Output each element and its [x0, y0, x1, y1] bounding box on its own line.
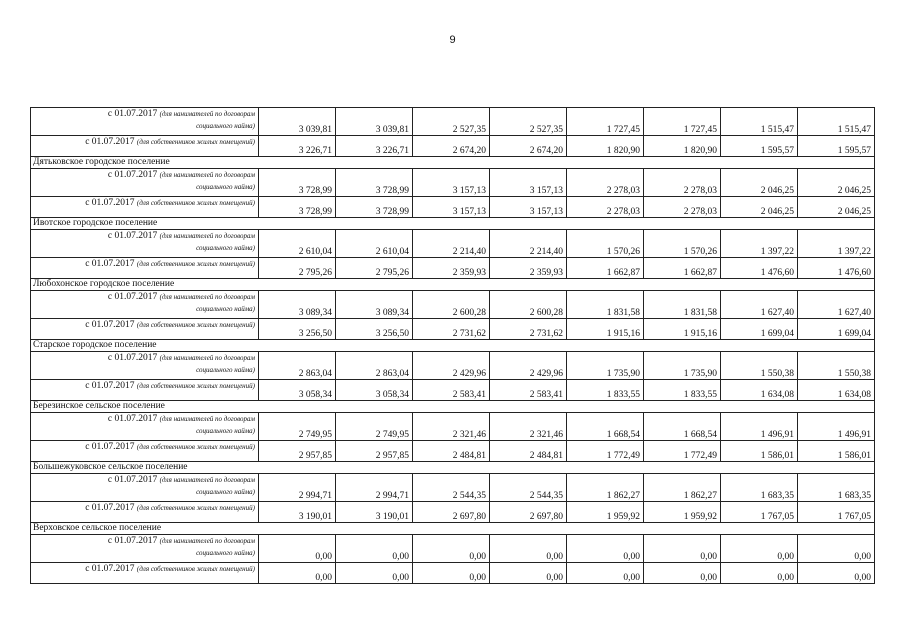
tenant-tariff-row — [31, 535, 875, 563]
tariff-value-cell: 0,00 — [567, 563, 644, 584]
section-name: Ивотское городское поселение — [31, 218, 875, 230]
section-header-row — [31, 462, 875, 474]
tariff-value-cell: 1 735,90 — [567, 352, 644, 380]
tariff-value-cell: 2 359,93 — [413, 258, 490, 279]
section-header-row — [31, 340, 875, 352]
row-label — [31, 197, 259, 218]
tariff-value-cell: 1 550,38 — [798, 352, 875, 380]
tariff-value-cell: 2 749,95 — [259, 413, 336, 441]
tariff-value-cell: 1 767,05 — [798, 502, 875, 523]
tariff-value-cell: 1 767,05 — [721, 502, 798, 523]
date-text: с 01.07.2017 — [85, 198, 135, 208]
tariff-value-cell: 2 278,03 — [644, 197, 721, 218]
owner-tariff-row — [31, 502, 875, 523]
tariff-value-cell: 2 484,81 — [490, 441, 567, 462]
tariff-value-cell: 1 634,08 — [721, 380, 798, 401]
row-label — [31, 441, 259, 462]
note-text: социального найма) — [196, 183, 255, 191]
tariff-value-cell: 2 600,28 — [490, 291, 567, 319]
tariff-value-cell: 1 586,01 — [721, 441, 798, 462]
note-text: (для собственников жилых помещений) — [136, 443, 255, 451]
date-text: с 01.07.2017 — [85, 564, 135, 574]
section-name: Старское городское поселение — [31, 340, 875, 352]
note-text: (для нанимателей по договорам — [159, 537, 255, 545]
note-text: (для нанимателей по договорам — [159, 415, 255, 423]
tariff-value-cell: 1 727,45 — [567, 108, 644, 136]
tariff-value-cell: 1 727,45 — [644, 108, 721, 136]
tariff-value-cell: 2 994,71 — [259, 474, 336, 502]
section-header-row — [31, 279, 875, 291]
tariff-value-cell: 1 699,04 — [798, 319, 875, 340]
tariff-value-cell: 1 397,22 — [721, 230, 798, 258]
tariff-value-cell: 1 820,90 — [644, 136, 721, 157]
date-text: с 01.07.2017 — [85, 381, 135, 391]
tariff-value-cell: 2 731,62 — [490, 319, 567, 340]
tariff-value-cell: 2 527,35 — [490, 108, 567, 136]
tariff-value-cell: 0,00 — [259, 535, 336, 563]
tariff-value-cell: 2 214,40 — [413, 230, 490, 258]
tariff-value-cell: 3 157,13 — [413, 169, 490, 197]
tariff-value-cell: 2 278,03 — [567, 197, 644, 218]
tariff-value-cell: 2 749,95 — [336, 413, 413, 441]
owner-tariff-row — [31, 563, 875, 584]
note-text: социального найма) — [196, 122, 255, 130]
tariff-value-cell: 2 583,41 — [413, 380, 490, 401]
tariff-value-cell: 2 046,25 — [721, 197, 798, 218]
section-name: Верховское сельское поселение — [31, 523, 875, 535]
tariff-value-cell: 1 831,58 — [567, 291, 644, 319]
note-text: (для нанимателей по договорам — [159, 293, 255, 301]
tariff-value-cell: 1 515,47 — [721, 108, 798, 136]
tariff-value-cell: 2 610,04 — [336, 230, 413, 258]
tariff-value-cell: 1 662,87 — [644, 258, 721, 279]
tariff-value-cell: 0,00 — [413, 535, 490, 563]
tariff-value-cell: 3 728,99 — [336, 169, 413, 197]
tariff-value-cell: 3 728,99 — [336, 197, 413, 218]
tariff-value-cell: 2 994,71 — [336, 474, 413, 502]
tariff-value-cell: 1 662,87 — [567, 258, 644, 279]
note-text: (для нанимателей по договорам — [159, 476, 255, 484]
page-number: 9 — [449, 34, 456, 46]
note-text: социального найма) — [196, 427, 255, 435]
note-text: (для собственников жилых помещений) — [136, 504, 255, 512]
tariff-value-cell: 3 226,71 — [259, 136, 336, 157]
tariff-value-cell: 1 570,26 — [567, 230, 644, 258]
date-text: с 01.07.2017 — [85, 259, 135, 269]
owner-tariff-row — [31, 258, 875, 279]
tariff-value-cell: 1 550,38 — [721, 352, 798, 380]
tariff-value-cell: 1 772,49 — [567, 441, 644, 462]
date-text: с 01.07.2017 — [107, 414, 158, 424]
tariff-value-cell: 2 484,81 — [413, 441, 490, 462]
tariff-value-cell: 0,00 — [413, 563, 490, 584]
row-label — [31, 502, 259, 523]
owner-tariff-row — [31, 441, 875, 462]
tariff-value-cell: 1 595,57 — [798, 136, 875, 157]
date-text: с 01.07.2017 — [107, 475, 158, 485]
note-text: (для нанимателей по договорам — [159, 171, 255, 179]
tariff-value-cell: 1 833,55 — [567, 380, 644, 401]
tariff-value-cell: 2 583,41 — [490, 380, 567, 401]
tariff-value-cell: 1 915,16 — [567, 319, 644, 340]
tariff-value-cell: 3 157,13 — [490, 197, 567, 218]
note-text: социального найма) — [196, 549, 255, 557]
tariff-value-cell: 2 697,80 — [490, 502, 567, 523]
row-label — [31, 535, 259, 563]
row-label — [31, 108, 259, 136]
tariff-value-cell: 3 157,13 — [413, 197, 490, 218]
tariff-value-cell: 2 046,25 — [721, 169, 798, 197]
tariff-value-cell: 3 157,13 — [490, 169, 567, 197]
row-label — [31, 169, 259, 197]
tariff-value-cell: 2 214,40 — [490, 230, 567, 258]
row-label — [31, 380, 259, 401]
tariff-value-cell: 3 058,34 — [336, 380, 413, 401]
note-text: (для собственников жилых помещений) — [136, 260, 255, 268]
tariff-value-cell: 3 728,99 — [259, 197, 336, 218]
tariff-value-cell: 2 863,04 — [336, 352, 413, 380]
row-label — [31, 474, 259, 502]
tariff-value-cell: 1 699,04 — [721, 319, 798, 340]
date-text: с 01.07.2017 — [107, 292, 158, 302]
tenant-tariff-row — [31, 413, 875, 441]
tariff-value-cell: 1 570,26 — [644, 230, 721, 258]
note-text: (для нанимателей по договорам — [159, 232, 255, 240]
row-label — [31, 563, 259, 584]
tariff-value-cell: 2 321,46 — [490, 413, 567, 441]
tariff-value-cell: 3 039,81 — [259, 108, 336, 136]
tariff-value-cell: 1 959,92 — [567, 502, 644, 523]
tariff-value-cell: 0,00 — [644, 535, 721, 563]
tariff-value-cell: 1 668,54 — [567, 413, 644, 441]
tariff-value-cell: 1 496,91 — [721, 413, 798, 441]
tariff-value-cell: 2 795,26 — [336, 258, 413, 279]
tariff-value-cell: 1 397,22 — [798, 230, 875, 258]
section-name: Березинское сельское поселение — [31, 401, 875, 413]
tariff-value-cell: 1 515,47 — [798, 108, 875, 136]
tariff-value-cell: 2 321,46 — [413, 413, 490, 441]
tariff-value-cell: 0,00 — [798, 563, 875, 584]
tariff-value-cell: 1 627,40 — [798, 291, 875, 319]
row-label — [31, 352, 259, 380]
tariff-value-cell: 2 957,85 — [259, 441, 336, 462]
tariff-value-cell: 1 833,55 — [644, 380, 721, 401]
tariff-value-cell: 2 957,85 — [336, 441, 413, 462]
tariff-value-cell: 2 429,96 — [413, 352, 490, 380]
tariff-value-cell: 1 683,35 — [721, 474, 798, 502]
section-header-row — [31, 157, 875, 169]
tariff-value-cell: 3 058,34 — [259, 380, 336, 401]
tariff-value-cell: 1 668,54 — [644, 413, 721, 441]
tariff-value-cell: 2 544,35 — [413, 474, 490, 502]
tenant-tariff-row — [31, 352, 875, 380]
tariff-value-cell: 0,00 — [567, 535, 644, 563]
section-name: Большежуковское сельское поселение — [31, 462, 875, 474]
tariff-value-cell: 0,00 — [644, 563, 721, 584]
tariff-value-cell: 0,00 — [336, 563, 413, 584]
row-label — [31, 319, 259, 340]
note-text: (для собственников жилых помещений) — [136, 138, 255, 146]
section-name: Дятьковское городское поселение — [31, 157, 875, 169]
date-text: с 01.07.2017 — [107, 109, 158, 119]
note-text: (для собственников жилых помещений) — [136, 321, 255, 329]
tariff-value-cell: 3 256,50 — [259, 319, 336, 340]
owner-tariff-row — [31, 319, 875, 340]
tariff-value-cell: 2 359,93 — [490, 258, 567, 279]
tariff-value-cell: 1 862,27 — [644, 474, 721, 502]
tariff-value-cell: 2 863,04 — [259, 352, 336, 380]
tariff-value-cell: 1 915,16 — [644, 319, 721, 340]
tariff-value-cell: 1 735,90 — [644, 352, 721, 380]
tenant-tariff-row — [31, 108, 875, 136]
tariff-value-cell: 2 278,03 — [567, 169, 644, 197]
date-text: с 01.07.2017 — [107, 231, 158, 241]
note-text: социального найма) — [196, 244, 255, 252]
tariff-value-cell: 1 959,92 — [644, 502, 721, 523]
tariff-value-cell: 2 429,96 — [490, 352, 567, 380]
tariff-value-cell: 1 595,57 — [721, 136, 798, 157]
note-text: (для собственников жилых помещений) — [136, 565, 255, 573]
owner-tariff-row — [31, 380, 875, 401]
tariff-value-cell: 0,00 — [721, 535, 798, 563]
date-text: с 01.07.2017 — [85, 503, 135, 513]
tariff-value-cell: 0,00 — [336, 535, 413, 563]
tariff-value-cell: 3 039,81 — [336, 108, 413, 136]
tenant-tariff-row — [31, 230, 875, 258]
note-text: (для собственников жилых помещений) — [136, 199, 255, 207]
section-header-row — [31, 401, 875, 413]
tariff-value-cell: 2 600,28 — [413, 291, 490, 319]
note-text: (для нанимателей по договорам — [159, 110, 255, 118]
tariff-value-cell: 0,00 — [259, 563, 336, 584]
note-text: социального найма) — [196, 305, 255, 313]
section-name: Любохонское городское поселение — [31, 279, 875, 291]
tenant-tariff-row — [31, 474, 875, 502]
row-label — [31, 136, 259, 157]
row-label — [31, 413, 259, 441]
tariff-value-cell: 2 046,25 — [798, 197, 875, 218]
tariff-value-cell: 0,00 — [721, 563, 798, 584]
tariff-table — [30, 107, 875, 584]
row-label — [31, 230, 259, 258]
date-text: с 01.07.2017 — [107, 170, 158, 180]
tariff-value-cell: 3 089,34 — [259, 291, 336, 319]
date-text: с 01.07.2017 — [107, 536, 158, 546]
date-text: с 01.07.2017 — [107, 353, 158, 363]
tariff-value-cell: 3 190,01 — [336, 502, 413, 523]
tariff-value-cell: 3 190,01 — [259, 502, 336, 523]
tariff-value-cell: 1 862,27 — [567, 474, 644, 502]
date-text: с 01.07.2017 — [85, 137, 135, 147]
tariff-value-cell: 1 627,40 — [721, 291, 798, 319]
tariff-value-cell: 2 697,80 — [413, 502, 490, 523]
tariff-value-cell: 2 674,20 — [413, 136, 490, 157]
tariff-value-cell: 3 728,99 — [259, 169, 336, 197]
section-header-row — [31, 218, 875, 230]
note-text: (для собственников жилых помещений) — [136, 382, 255, 390]
tariff-value-cell: 2 527,35 — [413, 108, 490, 136]
note-text: (для нанимателей по договорам — [159, 354, 255, 362]
tariff-value-cell: 0,00 — [490, 563, 567, 584]
tariff-value-cell: 0,00 — [798, 535, 875, 563]
tariff-value-cell: 1 476,60 — [721, 258, 798, 279]
tariff-value-cell: 2 046,25 — [798, 169, 875, 197]
tariff-value-cell: 1 831,58 — [644, 291, 721, 319]
tenant-tariff-row — [31, 169, 875, 197]
tariff-value-cell: 1 820,90 — [567, 136, 644, 157]
tariff-value-cell: 3 226,71 — [336, 136, 413, 157]
row-label — [31, 258, 259, 279]
tariff-value-cell: 1 634,08 — [798, 380, 875, 401]
date-text: с 01.07.2017 — [85, 442, 135, 452]
note-text: социального найма) — [196, 488, 255, 496]
tariff-value-cell: 3 256,50 — [336, 319, 413, 340]
tariff-value-cell: 2 278,03 — [644, 169, 721, 197]
tariff-value-cell: 1 772,49 — [644, 441, 721, 462]
owner-tariff-row — [31, 197, 875, 218]
tariff-value-cell: 2 544,35 — [490, 474, 567, 502]
owner-tariff-row — [31, 136, 875, 157]
tariff-value-cell: 2 795,26 — [259, 258, 336, 279]
tariff-value-cell: 0,00 — [490, 535, 567, 563]
tariff-value-cell: 1 683,35 — [798, 474, 875, 502]
section-header-row — [31, 523, 875, 535]
tariff-value-cell: 2 674,20 — [490, 136, 567, 157]
tariff-value-cell: 1 586,01 — [798, 441, 875, 462]
row-label — [31, 291, 259, 319]
tariff-value-cell: 1 476,60 — [798, 258, 875, 279]
tariff-value-cell: 3 089,34 — [336, 291, 413, 319]
date-text: с 01.07.2017 — [85, 320, 135, 330]
tariff-value-cell: 1 496,91 — [798, 413, 875, 441]
tariff-value-cell: 2 731,62 — [413, 319, 490, 340]
tenant-tariff-row — [31, 291, 875, 319]
tariff-value-cell: 2 610,04 — [259, 230, 336, 258]
note-text: социального найма) — [196, 366, 255, 374]
